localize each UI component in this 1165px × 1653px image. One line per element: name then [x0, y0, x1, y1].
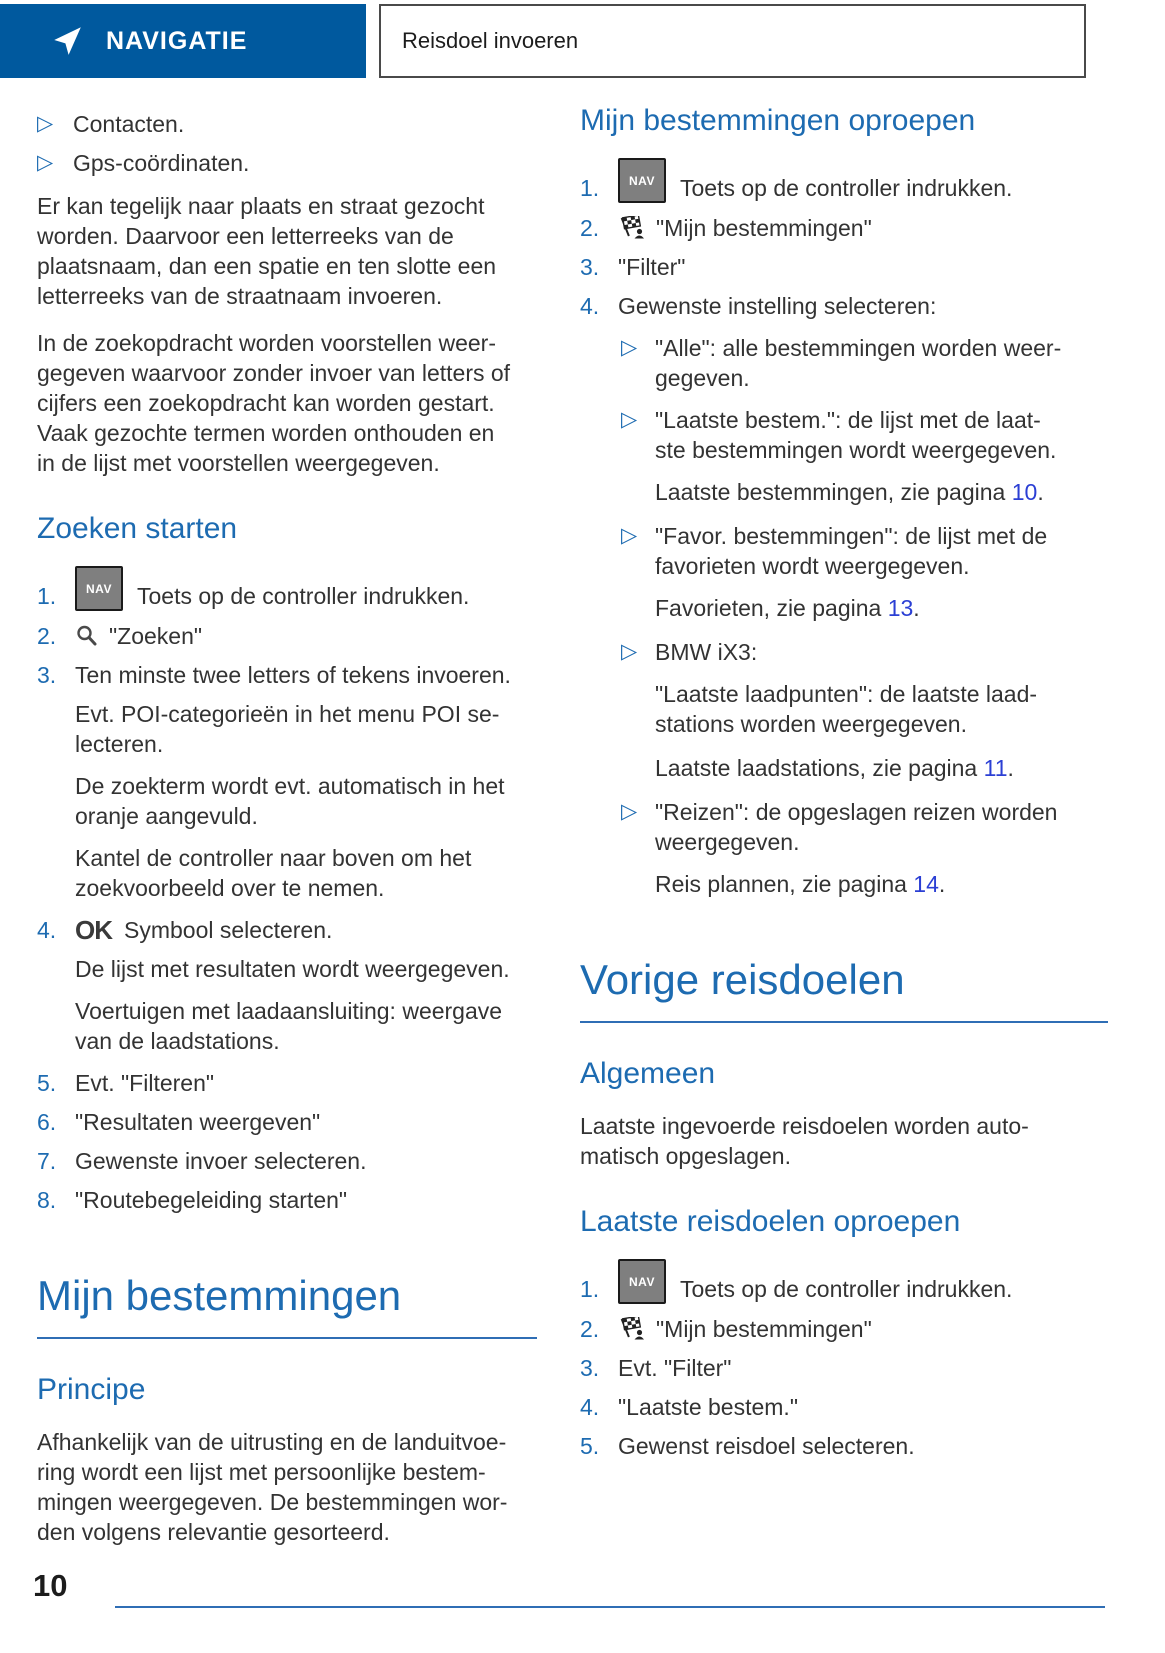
- triangle-bullet-icon: ▷: [621, 408, 638, 431]
- text-run: Ten minste twee letters of tekens invoeren.: [75, 662, 511, 688]
- list-item: [580, 1353, 1108, 1383]
- list-continuation: [655, 477, 1108, 507]
- page-link[interactable]: 13: [887, 595, 914, 621]
- list-number: 5.: [580, 1433, 600, 1459]
- sub-bullet-item: [580, 521, 1108, 581]
- text-run: Favorieten, zie pagina: [655, 595, 888, 621]
- list-continuation: [75, 996, 537, 1056]
- section-heading: Vorige reisdoelen: [580, 956, 905, 1003]
- text-run: Vaak gezochte termen worden onthouden en: [37, 420, 495, 446]
- text-run: Gewenste instelling selecteren:: [618, 293, 937, 319]
- subsection-heading: Laatste reisdoelen oproepen: [580, 1205, 961, 1238]
- list-item: [37, 1185, 537, 1215]
- sub-bullet-item: [580, 797, 1108, 857]
- list-item-text: [618, 1431, 1108, 1461]
- bullet-text: [73, 109, 537, 139]
- text-run: Voertuigen met laadaansluiting: weergave: [75, 998, 503, 1024]
- list-item: [37, 1146, 537, 1176]
- list-continuation: [75, 771, 537, 831]
- text-run: Evt. "Filter": [618, 1355, 732, 1381]
- text-run: Gewenste invoer selecteren.: [75, 1148, 367, 1174]
- checkered-flag-icon: [618, 216, 646, 240]
- page-link[interactable]: 10: [1011, 479, 1038, 505]
- text-run: Laatste ingevoerde reisdoelen worden auto-: [580, 1113, 1029, 1139]
- text-run: favorieten wordt weergegeven.: [655, 553, 970, 579]
- list-item-text: [109, 621, 537, 651]
- text-run: gegeven waarvoor zonder invoer van letters of: [37, 360, 511, 386]
- list-number: 4.: [37, 917, 57, 943]
- text-run: "Laatste laadpunten": de laatste laad-: [655, 681, 1038, 707]
- nav-key-label: NAV: [86, 581, 112, 596]
- triangle-bullet-icon: ▷: [621, 336, 638, 359]
- subsection-heading: Zoeken starten: [37, 512, 238, 545]
- list-number: 4.: [580, 293, 600, 319]
- text-run: weergegeven.: [655, 829, 800, 855]
- text-run: in de lijst met voorstellen weergegeven.: [37, 450, 440, 476]
- paragraph: [37, 191, 537, 311]
- text-run: Reis plannen, zie pagina: [655, 871, 914, 897]
- list-continuation: [75, 699, 537, 759]
- triangle-bullet-icon: ▷: [621, 524, 638, 547]
- text-run: lecteren.: [75, 731, 164, 757]
- list-item: [37, 1107, 537, 1137]
- bullet-text: [655, 637, 1108, 667]
- text-run: .: [1037, 479, 1044, 505]
- right-column: [580, 104, 1108, 1470]
- list-item-text: [618, 1353, 1108, 1383]
- list-number: 3.: [580, 254, 600, 280]
- list-continuation: [655, 593, 1108, 623]
- subsection-heading: Principe: [37, 1373, 146, 1406]
- text-run: Toets op de controller indrukken.: [137, 583, 470, 609]
- text-run: De lijst met resultaten wordt weergegeven.: [75, 956, 510, 982]
- paragraph: [37, 1427, 537, 1547]
- text-run: "Mijn bestemmingen": [656, 1316, 872, 1342]
- text-run: Laatste laadstations, zie pagina: [655, 755, 984, 781]
- list-number: 2.: [580, 215, 600, 241]
- list-number: 1.: [580, 175, 600, 201]
- triangle-bullet-icon: ▷: [621, 640, 638, 663]
- bullet-item: [37, 109, 537, 139]
- text-run: worden. Daarvoor een letterreeks van de: [37, 223, 454, 249]
- list-number: 5.: [37, 1070, 57, 1096]
- text-run: "Favor. bestemmingen": de lijst met de: [655, 523, 1048, 549]
- list-continuation: [655, 753, 1108, 783]
- list-continuation: [75, 843, 537, 903]
- bullet-text: [73, 148, 537, 178]
- list-item: [580, 291, 1108, 321]
- text-run: oranje aangevuld.: [75, 803, 258, 829]
- list-number: 1.: [37, 583, 57, 609]
- list-item-text: [75, 1146, 537, 1176]
- text-run: gegeven.: [655, 365, 750, 391]
- list-item-text: [137, 581, 537, 611]
- list-item-text: [680, 173, 1108, 203]
- list-item-text: [618, 291, 1108, 321]
- list-item: [580, 252, 1108, 282]
- list-item: [580, 1431, 1108, 1461]
- text-run: ste bestemmingen wordt weergegeven.: [655, 437, 1057, 463]
- text-run: matisch opgeslagen.: [580, 1143, 791, 1169]
- text-run: "Resultaten weergeven": [75, 1109, 321, 1135]
- text-run: Gewenst reisdoel selecteren.: [618, 1433, 915, 1459]
- list-item-text: [656, 1314, 1108, 1344]
- nav-key-icon: [75, 566, 123, 611]
- search-icon: [75, 624, 99, 648]
- nav-key-icon: [618, 158, 666, 203]
- paragraph: [37, 328, 537, 478]
- list-item-text: [75, 1185, 537, 1215]
- text-run: In de zoekopdracht worden voorstellen weer-: [37, 330, 496, 356]
- list-number: 2.: [37, 623, 57, 649]
- list-item-text: [124, 915, 537, 945]
- text-run: Evt. POI-categorieën in het menu POI se-: [75, 701, 500, 727]
- text-run: "Laatste bestem.": [618, 1394, 798, 1420]
- text-run: "Filter": [618, 254, 686, 280]
- list-number: 3.: [37, 662, 57, 688]
- list-item-text: [618, 1392, 1108, 1422]
- text-run: "Mijn bestemmingen": [656, 215, 872, 241]
- chapter-banner: [0, 4, 366, 78]
- text-run: "Reizen": de opgeslagen reizen worden: [655, 799, 1058, 825]
- section-heading: Mijn bestemmingen: [37, 1272, 402, 1319]
- nav-key-label: NAV: [629, 173, 655, 188]
- sub-bullet-item: [580, 333, 1108, 393]
- footer-rule: [115, 1606, 1105, 1608]
- text-run: .: [938, 871, 946, 897]
- navigation-arrow-icon: [50, 24, 84, 58]
- list-item: [37, 660, 537, 690]
- subsection-heading: Mijn bestemmingen oproepen: [580, 104, 976, 137]
- text-run: "Zoeken": [109, 623, 203, 649]
- page-link[interactable]: 11: [983, 755, 1008, 781]
- list-number: 7.: [37, 1148, 57, 1174]
- sub-bullet-item: [580, 405, 1108, 465]
- list-item: [580, 1259, 1108, 1304]
- text-run: Evt. "Filteren": [75, 1070, 215, 1096]
- list-item: [37, 621, 537, 651]
- list-item: [37, 566, 537, 611]
- list-number: 6.: [37, 1109, 57, 1135]
- heading-rule: [37, 1337, 537, 1339]
- ok-symbol-icon: OK: [75, 915, 112, 945]
- text-run: De zoekterm wordt evt. automatisch in het: [75, 773, 505, 799]
- list-item-text: [75, 1107, 537, 1137]
- left-column: [37, 104, 537, 1564]
- text-run: cijfers een zoekopdracht kan worden gestart.: [37, 390, 495, 416]
- list-item-text: [75, 660, 537, 690]
- list-item-text: [680, 1274, 1108, 1304]
- text-run: Symbool selecteren.: [124, 917, 333, 943]
- text-run: BMW iX3:: [655, 639, 758, 665]
- list-item-text: [656, 213, 1108, 243]
- text-run: Toets op de controller indrukken.: [680, 1276, 1013, 1302]
- page-number: 10: [33, 1568, 68, 1603]
- heading-rule: [580, 1021, 1108, 1023]
- list-item: [580, 213, 1108, 243]
- list-number: 1.: [580, 1276, 600, 1302]
- text-run: mingen weergegeven. De bestemmingen wor-: [37, 1489, 508, 1515]
- chapter-label: NAVIGATIE: [106, 26, 248, 55]
- text-run: van de laadstations.: [75, 1028, 280, 1054]
- text-run: ring wordt een lijst met persoonlijke bestem-: [37, 1459, 486, 1485]
- text-run: zoekvoorbeeld over te nemen.: [75, 875, 385, 901]
- list-continuation: [655, 869, 1108, 899]
- triangle-bullet-icon: ▷: [621, 800, 638, 823]
- list-item-text: [618, 252, 1108, 282]
- list-item: [580, 1392, 1108, 1422]
- text-run: stations worden weergegeven.: [655, 711, 967, 737]
- page-link[interactable]: 14: [913, 871, 939, 897]
- text-run: "Laatste bestem.": de lijst met de laat-: [655, 407, 1041, 433]
- list-number: 3.: [580, 1355, 600, 1381]
- text-run: "Routebegeleiding starten": [75, 1187, 348, 1213]
- list-item-text: [75, 1068, 537, 1098]
- bullet-text: [655, 405, 1108, 465]
- subsection-heading: Algemeen: [580, 1057, 716, 1090]
- text-run: .: [1007, 755, 1014, 781]
- list-continuation: [655, 679, 1108, 739]
- text-run: Toets op de controller indrukken.: [680, 175, 1013, 201]
- list-number: 8.: [37, 1187, 57, 1213]
- sub-bullet-item: [580, 637, 1108, 667]
- text-run: plaatsnaam, dan een spatie en ten slotte een: [37, 253, 497, 279]
- text-run: "Alle": alle bestemmingen worden weer-: [655, 335, 1062, 361]
- text-run: Gps-coördinaten.: [73, 150, 250, 176]
- text-run: Kantel de controller naar boven om het: [75, 845, 472, 871]
- triangle-bullet-icon: ▷: [37, 151, 54, 174]
- text-run: Contacten.: [73, 111, 185, 137]
- list-item: [580, 158, 1108, 203]
- page-title: Reisdoel invoeren: [402, 28, 579, 53]
- list-item: [37, 1068, 537, 1098]
- nav-key-icon: [618, 1259, 666, 1304]
- text-run: Laatste bestemmingen, zie pagina: [655, 479, 1012, 505]
- list-number: 4.: [580, 1394, 600, 1420]
- bullet-text: [655, 797, 1108, 857]
- triangle-bullet-icon: ▷: [37, 112, 54, 135]
- list-continuation: [75, 954, 537, 984]
- text-run: Er kan tegelijk naar plaats en straat gezocht: [37, 193, 485, 219]
- list-item: [37, 915, 537, 945]
- list-item: [580, 1314, 1108, 1344]
- checkered-flag-icon: [618, 1317, 646, 1341]
- text-run: den volgens relevantie gesorteerd.: [37, 1519, 390, 1545]
- nav-key-label: NAV: [629, 1274, 655, 1289]
- paragraph: [580, 1111, 1108, 1171]
- page-title-box: [379, 4, 1086, 78]
- bullet-item: [37, 148, 537, 178]
- text-run: .: [913, 595, 920, 621]
- text-run: letterreeks van de straatnaam invoeren.: [37, 283, 443, 309]
- text-run: Afhankelijk van de uitrusting en de landuitvoe-: [37, 1429, 507, 1455]
- bullet-text: [655, 333, 1108, 393]
- list-number: 2.: [580, 1316, 600, 1342]
- bullet-text: [655, 521, 1108, 581]
